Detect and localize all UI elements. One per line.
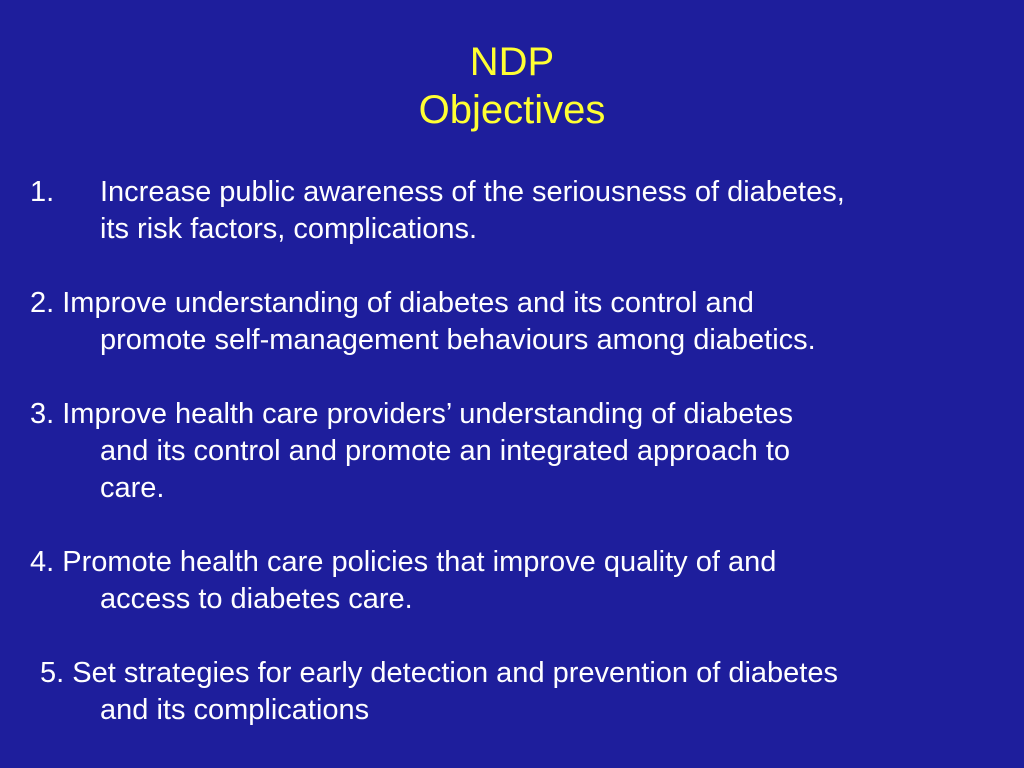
objective-item-3	[30, 396, 1010, 507]
objective-4-line-1: 4. Promote health care policies that improve quality of and	[30, 546, 777, 578]
objective-5-line-2: and its complications	[100, 694, 370, 726]
objectives-list	[30, 174, 1010, 729]
objective-1-line-1: Increase public awareness of the seriousness of diabetes,	[100, 176, 845, 208]
objective-number-1: 1.	[30, 176, 55, 208]
objective-item-1	[30, 174, 1010, 248]
objective-5-line-1: 5. Set strategies for early detection and prevention of diabetes	[40, 657, 838, 689]
slide-title	[0, 38, 1024, 134]
objective-item-2	[30, 285, 1010, 359]
objective-4-line-2: access to diabetes care.	[100, 583, 413, 615]
objective-item-5	[30, 655, 1010, 729]
objective-1-line-2: its risk factors, complications.	[100, 213, 478, 245]
objective-3-line-2: and its control and promote an integrated approach to	[100, 435, 791, 467]
objective-item-4	[30, 544, 1010, 618]
objective-3-line-1: 3. Improve health care providers’ understanding of diabetes	[30, 398, 794, 430]
objective-3-line-3: care.	[100, 472, 165, 504]
title-line-ndp: NDP	[469, 40, 555, 84]
objective-2-line-2: promote self-management behaviours among diabetics.	[100, 324, 816, 356]
title-line-objectives: Objectives	[418, 88, 606, 132]
objective-2-line-1: 2. Improve understanding of diabetes and its control and	[30, 287, 754, 319]
